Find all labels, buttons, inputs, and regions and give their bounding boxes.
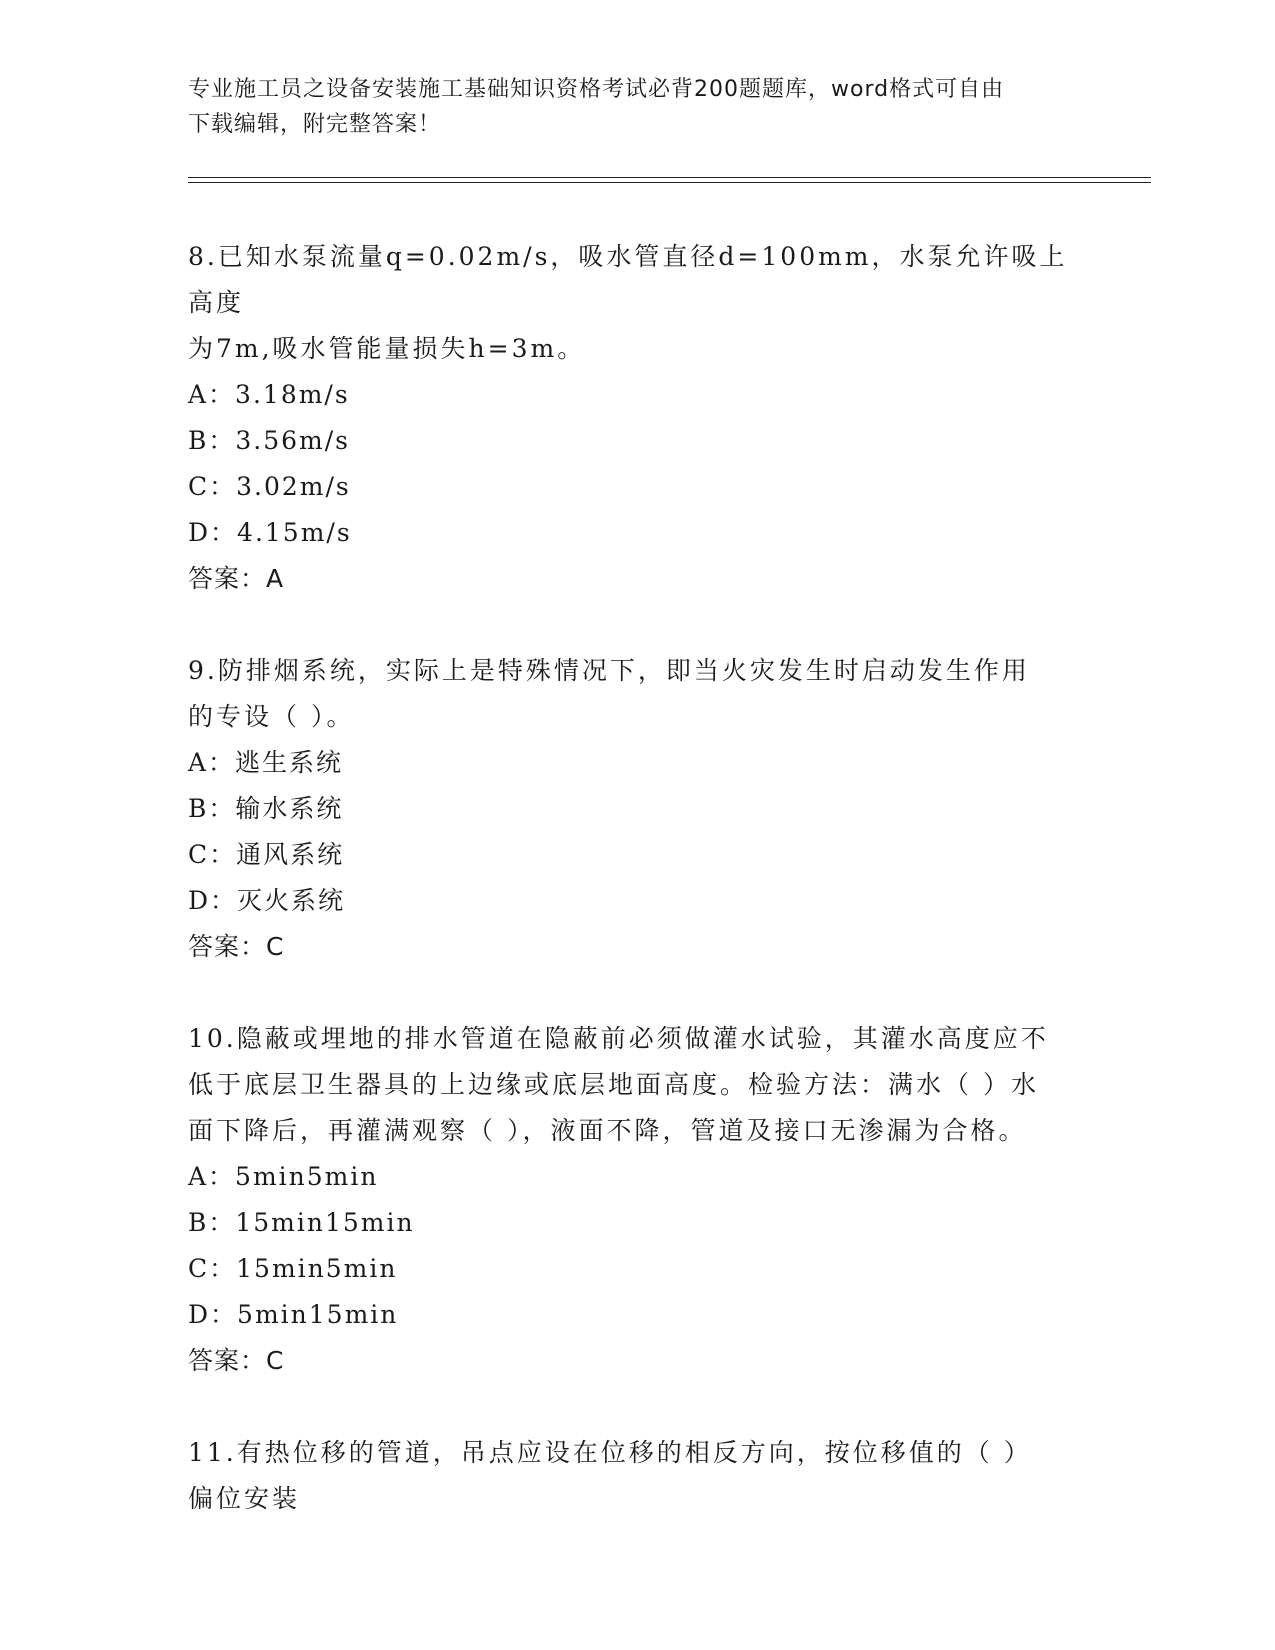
stem-line: 偏位安装 [188,1484,301,1513]
stem-line: 9.防排烟系统，实际上是特殊情况下，即当火灾发生时启动发生作用 [188,656,1030,685]
option-b: B：15min15min [188,1208,415,1237]
answer-line: 答案：C [188,1346,285,1375]
option-c: C：15min5min [188,1254,398,1283]
option-d: D：5min15min [188,1300,399,1329]
header-line-2: 下载编辑，附完整答案！ [188,112,442,137]
stem-line: 10.隐蔽或埋地的排水管道在隐蔽前必须做灌水试验，其灌水高度应不 [188,1024,1049,1053]
stem-line: 面下降后，再灌满观察（ ），液面不降，管道及接口无渗漏为合格。 [188,1116,1027,1145]
header-divider-top [188,177,1151,178]
option-b: B：输水系统 [188,794,344,823]
stem-line: 的专设（ ）。 [188,702,355,731]
stem-line: 11.有热位移的管道，吊点应设在位移的相反方向，按位移值的（ ） [188,1438,1032,1467]
option-d: D：灭火系统 [188,886,346,915]
option-d: D：4.15m/s [188,518,352,547]
stem-line: 为7m,吸水管能量损失h=3m。 [188,334,586,363]
header-line-1: 专业施工员之设备安装施工基础知识资格考试必背200题题库，word格式可自由 [188,77,1005,102]
option-b: B：3.56m/s [188,426,350,455]
question-stem [188,1016,1088,1154]
question-11 [188,1430,1088,1522]
question-9 [188,648,1088,970]
question-8 [188,234,1088,602]
answer-line: 答案：C [188,932,285,961]
header-divider-bottom [188,182,1151,183]
option-a: A：5min5min [188,1162,379,1191]
option-c: C：3.02m/s [188,472,351,501]
option-a: A：3.18m/s [188,380,350,409]
question-stem [188,648,1088,740]
question-stem [188,234,1088,372]
document-header [188,72,1088,142]
option-c: C：通风系统 [188,840,345,869]
question-10 [188,1016,1088,1384]
question-list [188,234,1088,1568]
question-stem [188,1430,1088,1522]
stem-line: 8.已知水泵流量q=0.02m/s，吸水管直径d=100mm，水泵允许吸上高度 [188,242,1068,317]
answer-line: 答案：A [188,564,285,593]
stem-line: 低于底层卫生器具的上边缘或底层地面高度。检验方法：满水（ ）水 [188,1070,1039,1099]
option-a: A：逃生系统 [188,748,344,777]
